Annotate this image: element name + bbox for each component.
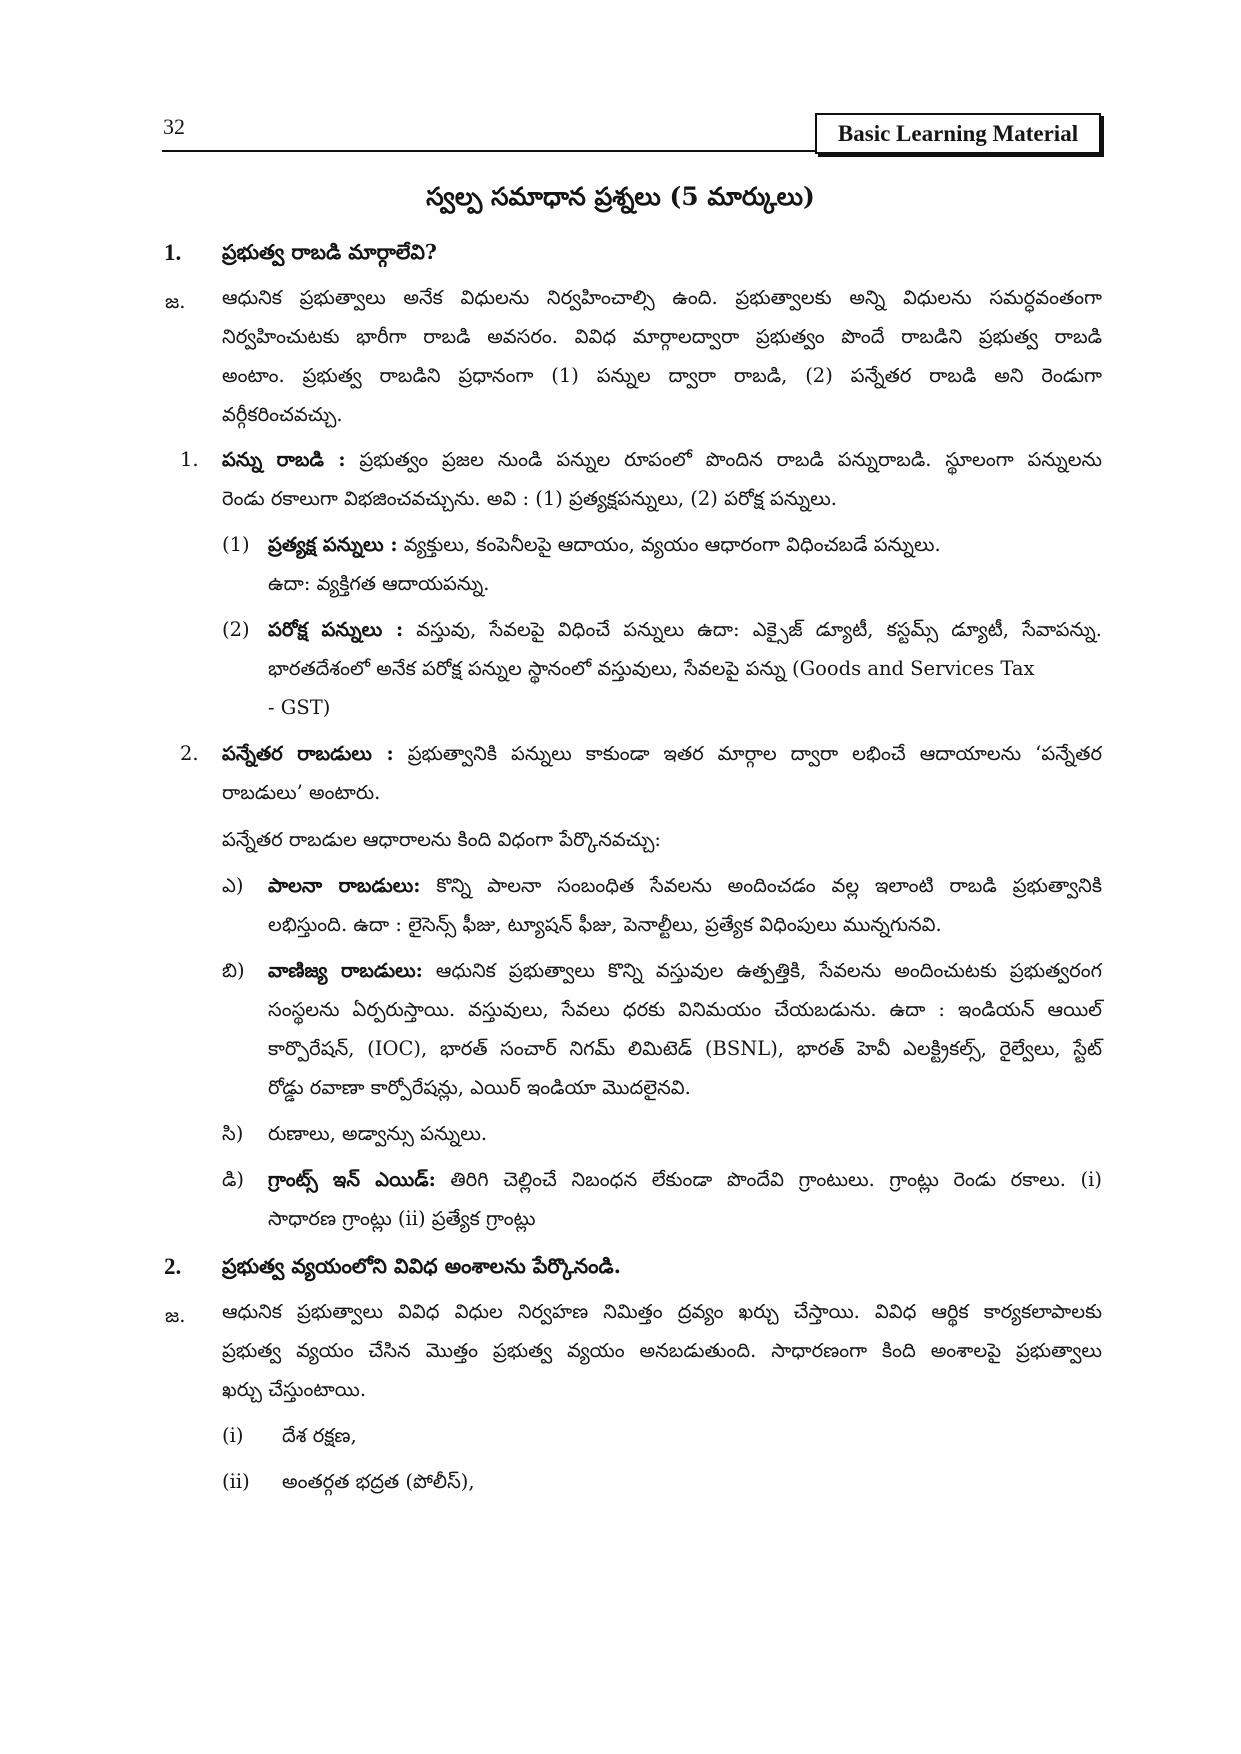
point-1-text: ప్రభుత్వం ప్రజల నుండి పన్నుల రూపంలో పొందిన రాబడి పన్నురాబడి. స్థూలంగా పన్నులను [345, 448, 1103, 471]
point-2-term: పన్నేతర రాబడులు : [222, 742, 394, 765]
list-item-marker: (ii) [222, 1470, 250, 1493]
item-d-marker: డి) [222, 1168, 245, 1191]
item-a-line-2: లభిస్తుంది. ఉదా : లైసెన్స్ ఫీజు, ట్యూషన్ ఫీజు, పెనాల్టీలు, ప్రత్యేక విధింపులు మున్నగునవి. [268, 913, 942, 936]
item-b-marker: బి) [222, 959, 245, 982]
sub-2-line-2: భారతదేశంలో అనేక పరోక్ష పన్నుల స్థానంలో వస్తువులు, సేవలపై పన్ను (Goods and Services Tax [268, 657, 1035, 680]
list-item-marker: (i) [222, 1424, 244, 1447]
point-2-line [222, 742, 1102, 770]
item-a-line [268, 874, 1102, 902]
item-d-line-2: సాధారణ గ్రాంట్లు (ii) ప్రత్యేక గ్రాంట్లు [268, 1207, 536, 1230]
page-number: 32 [163, 114, 185, 139]
answer-1-marker: జ. [165, 290, 186, 313]
answer-2-line: ఆధునిక ప్రభుత్వాలు వివిధ విధుల నిర్వహణ నిమిత్తం ద్రవ్యం ఖర్చు చేస్తాయి. వివిధ ఆర్థిక కార్యకలాపాలకు [222, 1300, 1102, 1323]
sub-1-marker: (1) [222, 533, 250, 556]
sub-2-text: వస్తువు, సేవలపై విధించే పన్నులు ఉదా: ఎక్సైజ్ డ్యూటీ, కస్టమ్స్ డ్యూటీ, సేవాపన్ను. [403, 618, 1103, 641]
answer-1-line: వర్గీకరించవచ్చు. [222, 403, 343, 426]
item-b-term: వాణిజ్య రాబడులు: [268, 959, 423, 982]
answer-1-line: నిర్వహించుటకు భారీగా రాబడి అవసరం. వివిధ మార్గాలద్వారా ప్రభుత్వం పొందే రాబడిని ప్రభుత్వ రాబడి [222, 325, 1102, 348]
answer-1-line: అంటాం. ప్రభుత్వ రాబడిని ప్రధానంగా (1) పన్నుల ద్వారా రాబడి, (2) పన్నేతర రాబడి అని రెండుగా [222, 364, 1102, 387]
point-1-marker: 1. [180, 448, 199, 471]
point-2-line-2: రాబడులు’ అంటారు. [222, 781, 381, 804]
item-d-text: తిరిగి చెల్లించే నిబంధన లేకుండా పొందేవి గ్రాంటులు. గ్రాంట్లు రెండు రకాలు. (i) [435, 1168, 1102, 1191]
item-a-text: కొన్ని పాలనా సంబంధిత సేవలను అందించడం వల్ల ఇలాంటి రాబడి ప్రభుత్వానికి [420, 874, 1102, 897]
sub-1-line [268, 533, 941, 561]
point-2-marker: 2. [180, 742, 199, 765]
point-1-term: పన్ను రాబడి : [222, 448, 346, 471]
item-d-term: గ్రాంట్స్ ఇన్ ఎయిడ్: [268, 1168, 436, 1191]
answer-2-line: ప్రభుత్వ వ్యయం చేసిన మొత్తం ప్రభుత్వ వ్యయం అనబడుతుంది. సాధారణంగా కింది అంశాలపై ప్రభుత్వాలు [222, 1339, 1102, 1362]
question-2-text: ప్రభుత్వ వ్యయంలోని వివిధ అంశాలను పేర్కొనండి. [222, 1254, 621, 1278]
item-b-text: ఆధునిక ప్రభుత్వాలు కొన్ని వస్తువుల ఉత్పత్తికి, సేవలను అందించుటకు ప్రభుత్వరంగ [422, 959, 1102, 982]
item-b-line-2: సంస్థలను ఏర్పరుస్తాయి. వస్తువులు, సేవలు ధరకు వినిమయం చేయబడును. ఉదా : ఇండియన్ ఆయిల్ [268, 998, 1102, 1021]
answer-2-marker: జ. [165, 1304, 186, 1327]
item-b-line [268, 959, 1102, 987]
answer-2-line: ఖర్చు చేస్తుంటాయి. [222, 1378, 367, 1401]
question-2-number: 2. [164, 1254, 182, 1279]
question-1-text: ప్రభుత్వ రాబడి మార్గాలేవి? [222, 240, 437, 264]
book-title: Basic Learning Material [815, 113, 1101, 154]
point-2-intro: పన్నేతర రాబడుల ఆధారాలను కింది విధంగా పేర్కొనవచ్చు: [222, 828, 661, 851]
item-b-line-3: కార్పొరేషన్, (IOC), భారత్ సంచార్ నిగమ్ లిమిటెడ్ (BSNL), భారత్ హెవీ ఎలక్ట్రికల్స్, రైల్వేలు, స్టేట్ [268, 1037, 1102, 1060]
list-item: దేశ రక్షణ, [282, 1424, 357, 1447]
answer-1-line: ఆధునిక ప్రభుత్వాలు అనేక విధులను నిర్వహించాల్సి ఉంది. ప్రభుత్వాలకు అన్ని విధులను సమర్ధవంతంగా [222, 286, 1102, 309]
point-2-text: ప్రభుత్వానికి పన్నులు కాకుండా ఇతర మార్గాల ద్వారా లభించే ఆదాయాలను ‘పన్నేతర [393, 742, 1103, 765]
sub-2-marker: (2) [222, 618, 250, 641]
sub-2-line-3: - GST) [268, 696, 331, 719]
point-1-line [222, 448, 1102, 476]
item-a-marker: ఎ) [222, 874, 244, 897]
item-d-line [268, 1168, 1102, 1196]
sub-2-term: పరోక్ష పన్నులు : [268, 618, 404, 641]
item-a-term: పాలనా రాబడులు: [268, 874, 421, 897]
list-item: అంతర్గత భద్రత (పోలీస్), [282, 1470, 475, 1493]
question-1-number: 1. [164, 240, 182, 265]
sub-1-text: వ్యక్తులు, కంపెనీలపై ఆదాయం, వ్యయం ఆధారంగా విధించబడే పన్నులు. [397, 533, 941, 556]
item-c-marker: సి) [222, 1122, 244, 1145]
sub-1-term: ప్రత్యక్ష పన్నులు : [268, 533, 398, 556]
sub-1-line-2: ఉదా: వ్యక్తిగత ఆదాయపన్ను. [268, 572, 490, 595]
sub-2-line [268, 618, 1102, 646]
item-b-line-4: రోడ్డు రవాణా కార్పోరేషన్లు, ఎయిర్ ఇండియా మొదలైనవి. [268, 1076, 691, 1099]
section-title: స్వల్ప సమాధాన ప్రశ్నలు (5 మార్కులు) [426, 182, 815, 211]
item-c-text: రుణాలు, అడ్వాన్సు పన్నులు. [268, 1122, 488, 1145]
header-rule [162, 150, 815, 152]
point-1-line-2: రెండు రకాలుగా విభజించవచ్చును. అవి : (1) ప్రత్యక్షపన్నులు, (2) పరోక్ష పన్నులు. [222, 487, 837, 510]
